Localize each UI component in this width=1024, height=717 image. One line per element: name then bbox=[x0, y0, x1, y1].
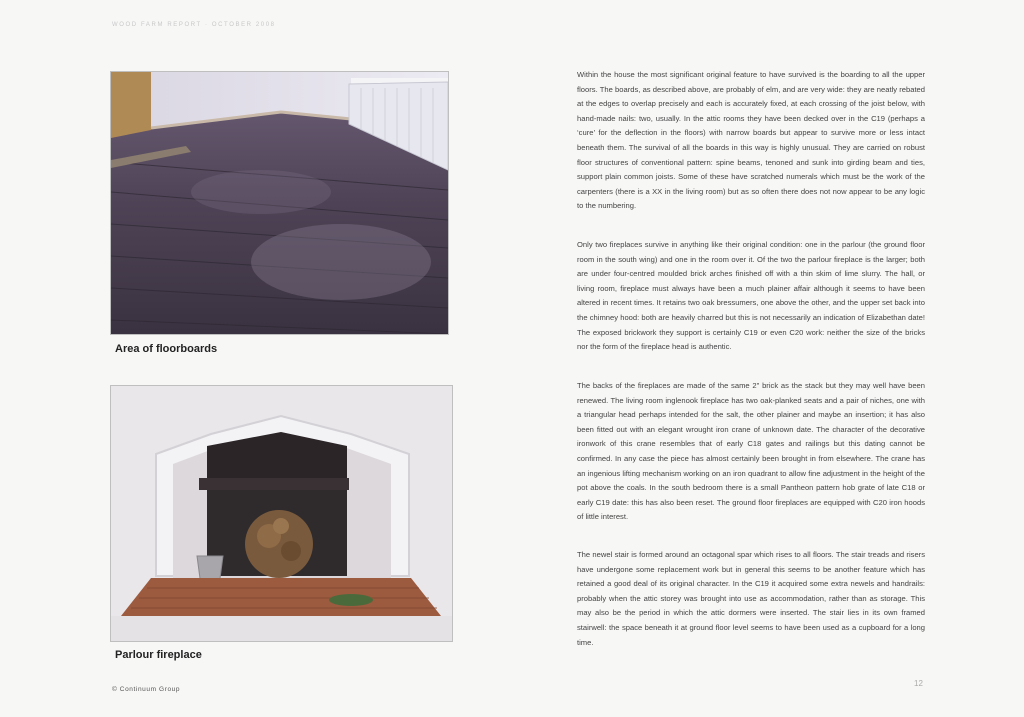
paragraph-fireplaces: Only two fireplaces survive in anything like their original condition: one in the parlour (the ground floor room in the south wing) and one in the room over it. Of the two the parlour fireplace is the larger; both are under four-centred moulded brick arches finished off with a thin skim of lime slurry. The hall, or living room, fireplace must always have been a much plainer affair although it seems to have been altered in recent times. It retains two oak bressumers, one above the other, and the upper set back into the chimney hood: both are heavily charred but this is not necessarily an indication of Elizabethan date! The exposed brickwork they support is certainly C19 or even C20 work: neither the size of the bricks nor the form of the fireplace head is authentic. bbox=[577, 240, 925, 352]
fireplace-caption: Parlour fireplace bbox=[115, 649, 202, 661]
floorboards-photo bbox=[110, 71, 449, 335]
paragraph-floorboards: Within the house the most significant original feature to have survived is the boarding to all the upper floors. The boards, as described above, are probably of elm, and are very wide: they are neatly rebated at the edges to overlap precisely and each is accurately fixed, at each crossing of the joist below, with hand-made nails: two, usually. In the attic rooms they have been decked over in the C19 (perhaps a ‘cure’ for the deflection in the floors) with narrow boards but appear to survive more or less intact beneath them. The survival of all the boards in this way is highly unusual. They are carried on robust floor structures of conventional pattern: spine beams, tenoned and sunk into girding beam and ties, support plain common joists. Some of these have scratched numerals which must be the work of the carpenters (there is a XX in the living room) but as so often there does not now appear to be any logic to the numbering. bbox=[577, 70, 925, 211]
floorboards-caption: Area of floorboards bbox=[115, 343, 218, 355]
paragraph-fireplace-backs: The backs of the fireplaces are made of the same 2" brick as the stack but they may well have been renewed. The living room inglenook fireplace has two oak-planked seats and a pair of niches, one with a triangular head perhaps intended for the salt, the other plainer and maybe an insertion; it has also been fitted out with an elegant wrought iron crane of unknown date. The character of the decorative ironwork of this crane resembles that of early C18 gates and railings but this dating cannot be confirmed. In any case the piece has almost certainly been brought in from elsewhere. The crane has an ingenious lifting mechanism working on an iron quadrant to allow fine adjustment in the height of the pot above the coals. In the south bedroom there is a small Pantheon pattern hob grate of late C18 or early C19 date: this has also been reset. The ground floor fireplaces are equipped with C20 iron hoods of little interest. bbox=[577, 381, 925, 522]
running-head: WOOD FARM REPORT · OCTOBER 2008 bbox=[112, 22, 276, 28]
page-number: 12 bbox=[914, 679, 923, 688]
copyright-footer: © Continuum Group bbox=[112, 686, 181, 693]
paragraph-newel-stair: The newel stair is formed around an octagonal spar which rises to all floors. The stair treads and risers have undergone some replacement work but in general this seems to be another feature which has retained a good deal of its original character. In the C19 it acquired some extra newels and handrails: probably when the attic storey was brought into use as accommodation, rather than as storage. This may also be the period in which the attic dormers were inserted. The stair lies in its own framed stairwell: the space beneath it at ground floor level seems to have been used as a cupboard for a long time. bbox=[577, 550, 925, 647]
fireplace-photo bbox=[110, 385, 453, 642]
